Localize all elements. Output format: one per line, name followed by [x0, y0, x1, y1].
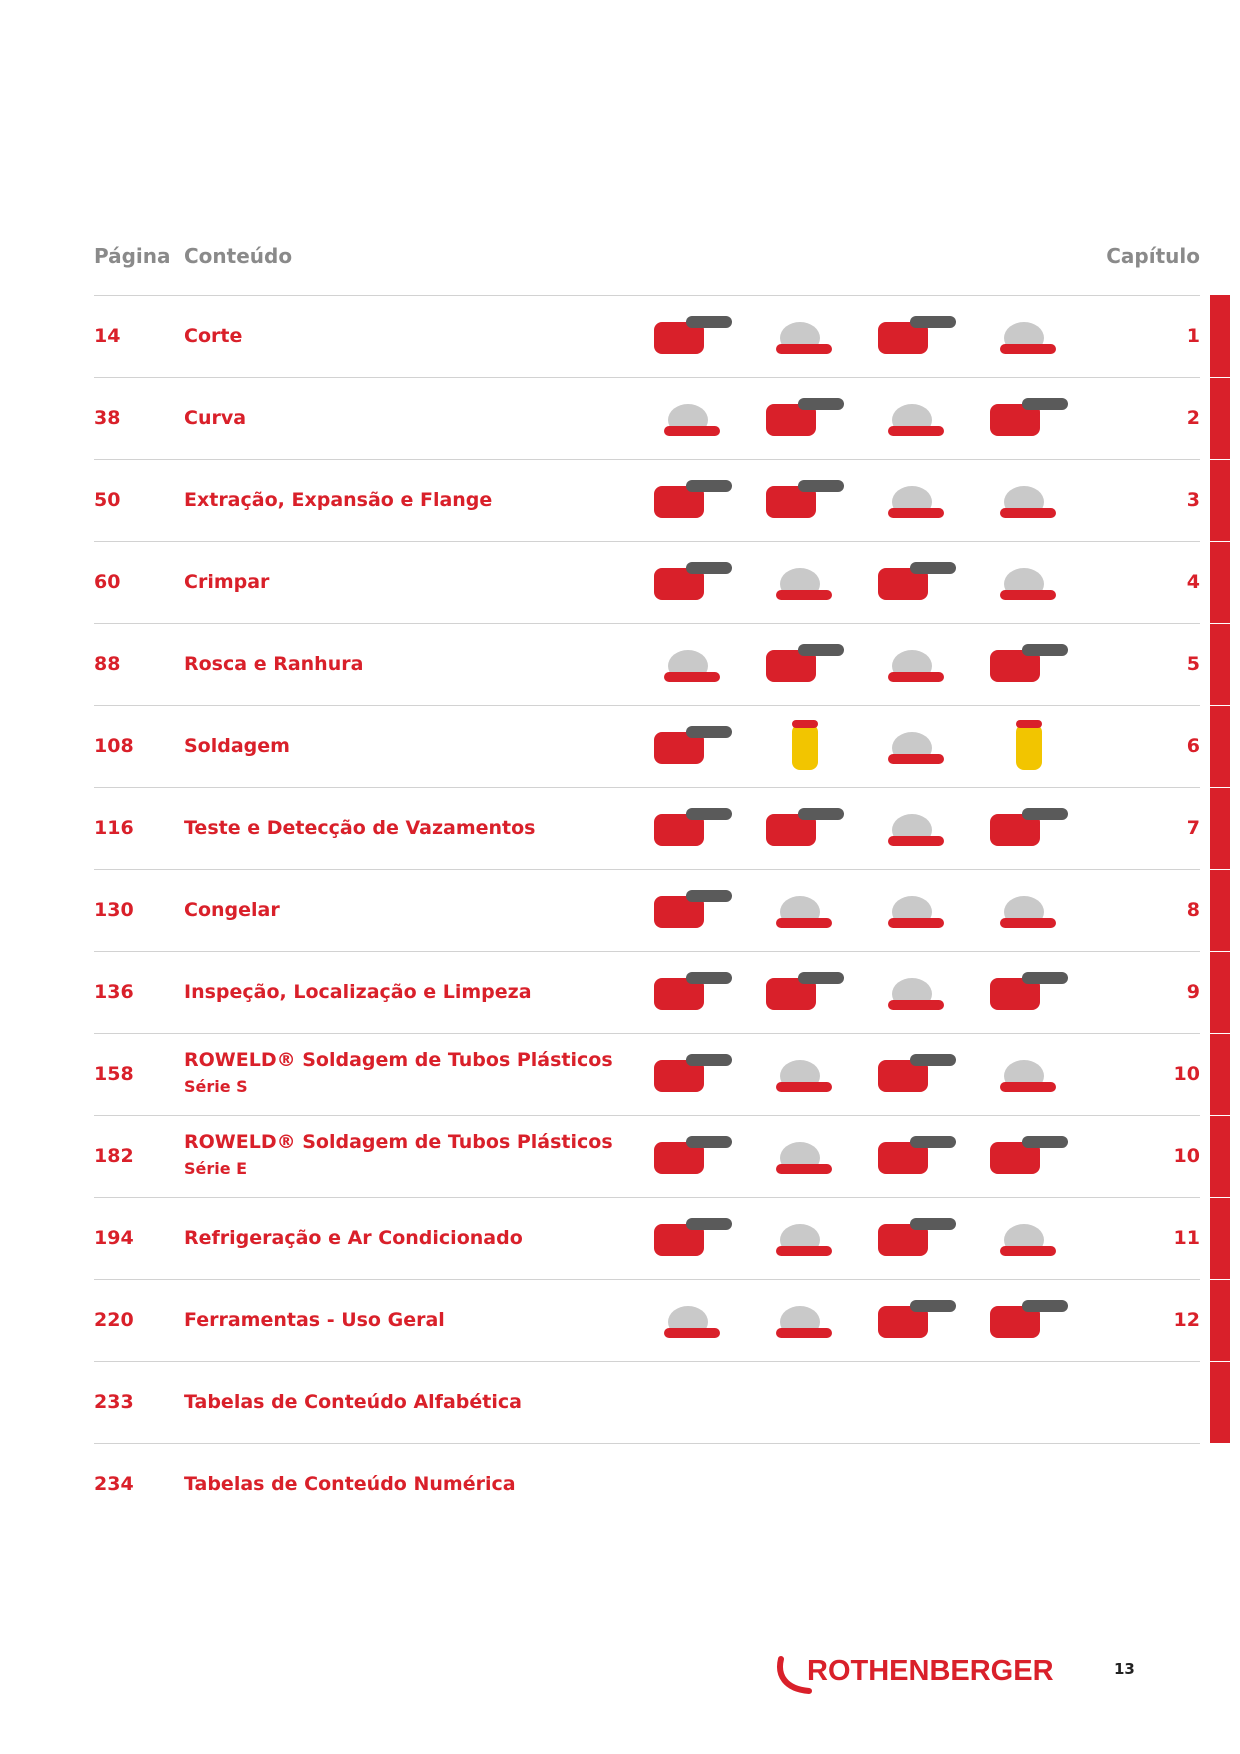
- page-number: 182: [94, 1145, 134, 1167]
- toc-row: [94, 377, 1200, 459]
- product-image: [980, 636, 1076, 694]
- chapter-number: 3: [1186, 489, 1200, 511]
- product-images: [644, 468, 1074, 534]
- product-images: [644, 386, 1074, 452]
- product-images: [644, 714, 1074, 780]
- header-content: Conteúdo: [184, 244, 293, 268]
- product-image: [756, 964, 852, 1022]
- toc-row: [94, 869, 1200, 951]
- product-images: [644, 878, 1074, 944]
- page-number: 14: [94, 325, 121, 347]
- product-image: [644, 1046, 740, 1104]
- chapter-tab-bar: [1210, 295, 1230, 1443]
- chapter-title: Extração, Expansão e Flange: [184, 489, 493, 511]
- header-chapter: Capítulo: [1106, 244, 1200, 268]
- product-image: [644, 472, 740, 530]
- chapter-title: Soldagem: [184, 735, 290, 757]
- product-image: [644, 1128, 740, 1186]
- product-image: [980, 472, 1076, 530]
- product-images: [644, 1042, 1074, 1108]
- product-image: [756, 800, 852, 858]
- product-image: [868, 964, 964, 1022]
- product-image: [868, 390, 964, 448]
- chapter-number: 10: [1173, 1145, 1200, 1167]
- product-images: [644, 550, 1074, 616]
- page-number: 108: [94, 735, 134, 757]
- product-image: [644, 554, 740, 612]
- product-image: [868, 472, 964, 530]
- page-number: 158: [94, 1063, 134, 1085]
- product-image: [980, 964, 1076, 1022]
- brand-logo: [775, 1649, 1065, 1699]
- product-image: [756, 1210, 852, 1268]
- product-image: [756, 472, 852, 530]
- product-image: [644, 964, 740, 1022]
- page-number: 234: [94, 1473, 134, 1495]
- chapter-title: Ferramentas - Uso Geral: [184, 1309, 445, 1331]
- chapter-title: Crimpar: [184, 571, 270, 593]
- product-image: [868, 1046, 964, 1104]
- product-image: [644, 308, 740, 366]
- product-image: [644, 882, 740, 940]
- page-number-footer: 13: [1114, 1660, 1135, 1678]
- product-image: [980, 390, 1076, 448]
- chapter-title: Refrigeração e Ar Condicionado: [184, 1227, 523, 1249]
- product-image: [868, 1128, 964, 1186]
- chapter-title: [184, 1131, 613, 1178]
- product-image: [868, 718, 964, 776]
- product-image: [980, 1046, 1076, 1104]
- chapter-number: 5: [1186, 653, 1200, 675]
- product-image: [980, 800, 1076, 858]
- page-number: 50: [94, 489, 121, 511]
- chapter-title: Congelar: [184, 899, 280, 921]
- chapter-title: Rosca e Ranhura: [184, 653, 364, 675]
- product-image: [756, 1128, 852, 1186]
- page-number: 220: [94, 1309, 134, 1331]
- page-number: 136: [94, 981, 134, 1003]
- product-image: [868, 800, 964, 858]
- chapter-title: [184, 1049, 613, 1096]
- toc-header: [94, 238, 1200, 274]
- page-number: 116: [94, 817, 134, 839]
- header-page: Página: [94, 244, 171, 268]
- product-image: [868, 882, 964, 940]
- chapter-title-text: ROWELD® Soldagem de Tubos Plásticos: [184, 1131, 613, 1153]
- toc-row: [94, 1279, 1200, 1361]
- chapter-title: Tabelas de Conteúdo Numérica: [184, 1473, 516, 1495]
- chapter-title-text: ROWELD® Soldagem de Tubos Plásticos: [184, 1049, 613, 1071]
- product-images: [644, 1124, 1074, 1190]
- toc-row: [94, 1443, 1200, 1525]
- product-image: [980, 1210, 1076, 1268]
- product-image: [756, 308, 852, 366]
- product-image: [868, 1292, 964, 1350]
- chapter-number: 2: [1186, 407, 1200, 429]
- product-image: [980, 1128, 1076, 1186]
- toc-row: [94, 1361, 1200, 1443]
- product-images: [644, 796, 1074, 862]
- product-image: [980, 554, 1076, 612]
- product-image: [868, 554, 964, 612]
- chapter-number: 4: [1186, 571, 1200, 593]
- product-images: [644, 304, 1074, 370]
- product-images: [644, 632, 1074, 698]
- toc-row: [94, 787, 1200, 869]
- page-number: 60: [94, 571, 121, 593]
- product-image: [644, 390, 740, 448]
- chapter-number: 7: [1186, 817, 1200, 839]
- page-number: 233: [94, 1391, 134, 1413]
- toc-row: [94, 1115, 1200, 1197]
- chapter-title: Teste e Detecção de Vazamentos: [184, 817, 536, 839]
- toc-row: [94, 1197, 1200, 1279]
- toc-row: [94, 705, 1200, 787]
- toc-row: [94, 1033, 1200, 1115]
- product-image: [868, 636, 964, 694]
- page-number: 88: [94, 653, 121, 675]
- chapter-subtitle: Série S: [184, 1077, 248, 1096]
- page-number: 194: [94, 1227, 134, 1249]
- product-image: [868, 308, 964, 366]
- product-image: [868, 1210, 964, 1268]
- product-images: [644, 1288, 1074, 1354]
- chapter-number: 1: [1186, 325, 1200, 347]
- toc-row: [94, 951, 1200, 1033]
- product-image: [980, 882, 1076, 940]
- product-image: [756, 636, 852, 694]
- product-image: [756, 554, 852, 612]
- page-number: 38: [94, 407, 121, 429]
- product-image: [644, 718, 740, 776]
- product-image: [644, 800, 740, 858]
- product-image: [756, 1292, 852, 1350]
- chapter-number: 10: [1173, 1063, 1200, 1085]
- page-number: 130: [94, 899, 134, 921]
- chapter-title: Corte: [184, 325, 243, 347]
- product-images: [644, 960, 1074, 1026]
- chapter-number: 9: [1186, 981, 1200, 1003]
- toc-row: [94, 623, 1200, 705]
- product-image: [980, 718, 1076, 776]
- product-images: [644, 1206, 1074, 1272]
- product-image: [756, 1046, 852, 1104]
- product-image: [644, 1292, 740, 1350]
- chapter-number: 8: [1186, 899, 1200, 921]
- chapter-title: Inspeção, Localização e Limpeza: [184, 981, 532, 1003]
- product-image: [980, 308, 1076, 366]
- product-image: [756, 390, 852, 448]
- product-image: [756, 718, 852, 776]
- toc-row: [94, 459, 1200, 541]
- toc-row: [94, 541, 1200, 623]
- chapter-subtitle: Série E: [184, 1159, 248, 1178]
- product-image: [980, 1292, 1076, 1350]
- product-image: [756, 882, 852, 940]
- brand-name: ROTHENBERGER: [807, 1655, 1054, 1687]
- toc-row: [94, 295, 1200, 377]
- chapter-number: 6: [1186, 735, 1200, 757]
- chapter-number: 11: [1173, 1227, 1200, 1249]
- product-image: [644, 636, 740, 694]
- product-image: [644, 1210, 740, 1268]
- chapter-title: Curva: [184, 407, 247, 429]
- chapter-number: 12: [1173, 1309, 1200, 1331]
- chapter-title: Tabelas de Conteúdo Alfabética: [184, 1391, 522, 1413]
- table-of-contents: [94, 295, 1200, 1525]
